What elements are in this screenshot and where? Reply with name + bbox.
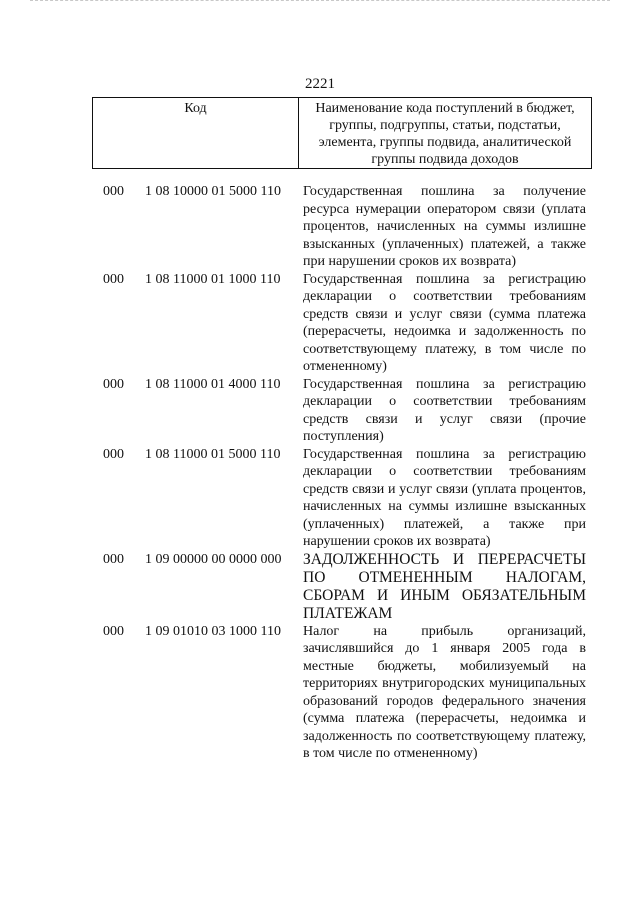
revenue-name: Государственная пошлина за получение ресурса нумерации оператором связи (уплата процентов, начисленных на суммы излишне взысканных (уплаченных) платежей, а также при нарушении сроков их возврата) (303, 184, 586, 269)
admin-code: 000 (103, 184, 124, 199)
entries-list (0, 183, 640, 763)
list-item (0, 551, 640, 623)
page-number: 2221 (305, 76, 335, 92)
header-code-cell: Код (93, 98, 299, 169)
list-item (0, 623, 640, 763)
list-item (0, 446, 640, 551)
revenue-name: Государственная пошлина за регистрацию декларации о соответствии требованиям средств связи и услуг связи (уплата процентов, начисленных на суммы излишне взысканных (уплаченных) платежей, а также при нарушении сроков их возврата) (303, 446, 586, 549)
list-item (0, 271, 640, 376)
revenue-code: 1 08 11000 01 4000 110 (145, 376, 281, 392)
header-name-cell: Наименование кода поступлений в бюджет, группы, подгруппы, статьи, подстатьи, элемента, группы подвида, аналитической группы подвида доходов (299, 98, 592, 169)
revenue-code: 1 09 01010 03 1000 110 (145, 623, 281, 639)
revenue-code: 1 09 00000 00 0000 000 (145, 551, 282, 567)
list-item (0, 376, 640, 446)
revenue-name: Государственная пошлина за регистрацию декларации о соответствии требованиям средств связи и услуг связи (прочие поступления) (303, 376, 586, 444)
admin-code: 000 (103, 446, 124, 462)
list-item (0, 183, 640, 271)
revenue-name-section-heading: ЗАДОЛЖЕННОСТЬ И ПЕРЕРАСЧЕТЫ ПО ОТМЕНЕННЫМ НАЛОГАМ, СБОРАМ И ИНЫМ ОБЯЗАТЕЛЬНЫМ ПЛАТЕЖАМ (303, 550, 586, 622)
admin-code: 000 (103, 551, 124, 567)
admin-code: 000 (103, 623, 124, 639)
scan-edge (30, 0, 610, 3)
admin-code: 000 (103, 376, 124, 392)
revenue-name: Налог на прибыль организаций, зачислявшийся до 1 января 2005 года в местные бюджеты, мобилизуемый на территориях внутригородских муниципальных образований городов федерального значения (сумма платежа (перерасчеты, недоимка и задолженность по соответствующему платежу, в том числе по отмененному) (303, 623, 586, 761)
revenue-code: 1 08 11000 01 5000 110 (145, 446, 281, 462)
admin-code: 000 (103, 271, 124, 287)
header-table (92, 97, 592, 169)
revenue-code: 1 08 11000 01 1000 110 (145, 271, 281, 287)
revenue-code: 1 08 10000 01 5000 110 (145, 184, 281, 199)
revenue-name: Государственная пошлина за регистрацию декларации о соответствии требованиям средств связи и услуг связи (сумма платежа (перерасчеты, недоимка и задолженность по соответствующему платежу, в том числе по отмененному) (303, 271, 586, 374)
